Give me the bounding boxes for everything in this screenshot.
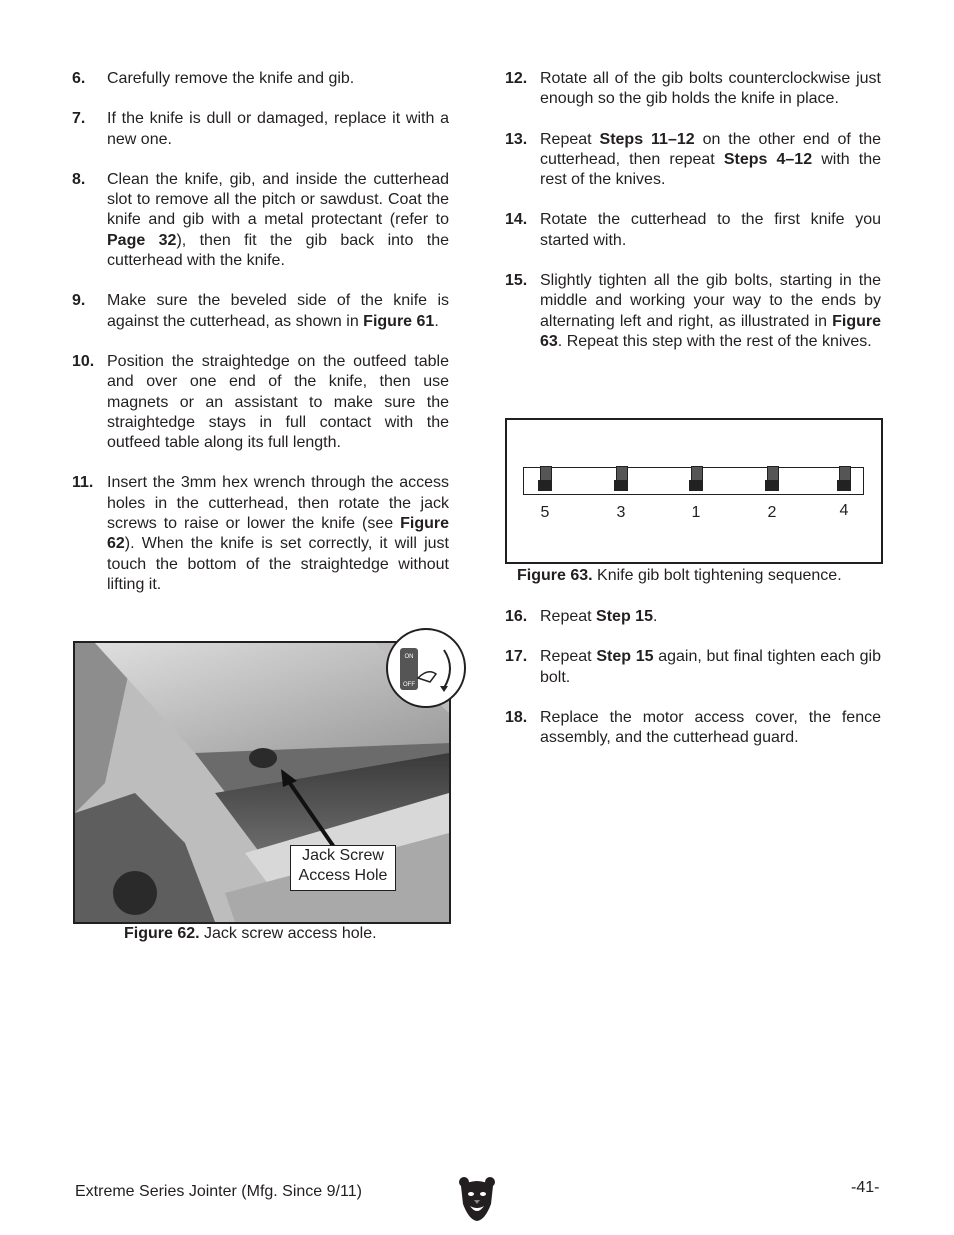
step-text: Replace the motor access cover, the fence assembly, and the cutterhead guard. (540, 708, 881, 747)
switch-on-label: ON (404, 654, 414, 660)
bolt-sequence-number: 1 (691, 504, 701, 521)
step-text: Repeat (540, 648, 597, 666)
step-item (505, 210, 881, 251)
step-number: 8. (72, 170, 86, 188)
left-column (72, 69, 449, 615)
step-reference: Page 32 (107, 231, 177, 249)
step-text: Insert the 3mm hex wrench through the access holes in the cutterhead, then rotate the jack screws to raise or lower the knife (see (107, 474, 449, 533)
step-text: If the knife is dull or damaged, replace it with a new one. (107, 110, 449, 148)
step-item (72, 473, 449, 595)
step-number: 6. (72, 70, 86, 87)
bolt-sequence-number: 4 (839, 502, 849, 519)
callout-line-2: Access Hole (298, 867, 388, 884)
step-text: ). When the knife is set correctly, it will just touch the bottom of the straightedge without lifting it. (107, 535, 449, 593)
step-reference: Steps 11–12 (599, 130, 695, 148)
step-number: 9. (72, 292, 86, 310)
jack-screw-callout (290, 845, 396, 891)
gib-bolt (837, 466, 851, 492)
step-number: 18. (505, 708, 528, 726)
bolt-sequence-number: 5 (540, 504, 550, 521)
step-text: . (434, 312, 439, 330)
footer-title: Extreme Series Jointer (Mfg. Since 9/11) (75, 1183, 362, 1200)
bolt-sequence-number: 2 (767, 504, 777, 521)
step-reference: Figure 63 (540, 312, 881, 350)
step-text: Position the straightedge on the outfeed table and over one end of the knife, then use magnets or an assistant to make sure the straightedge stays in full contact with the outfeed table along its full length. (107, 352, 449, 452)
step-item (72, 170, 449, 271)
step-text: ), then fit the gib back into the cutterhead with the knife. (107, 231, 450, 270)
gib-bolt (614, 466, 628, 492)
bolt-sequence-number: 3 (616, 504, 626, 521)
step-number: 12. (505, 70, 528, 87)
step-number: 17. (505, 648, 528, 666)
step-reference: Figure 62 (107, 515, 449, 553)
gib-bolt (689, 466, 703, 492)
step-text: Clean the knife, gib, and inside the cutterhead slot to remove all the pitch or sawdust. Coat the knife and gib with a metal protectant (refer to (107, 170, 449, 229)
step-item (72, 69, 449, 89)
step-text: Repeat (540, 130, 600, 148)
figure-62-caption (124, 924, 377, 944)
step-text: Repeat (540, 608, 597, 625)
step-number: 15. (505, 272, 528, 290)
step-text: Rotate all of the gib bolts counterclockwise just enough so the gib holds the knife in place. (540, 70, 881, 108)
step-text: Make sure the beveled side of the knife is against the cutterhead, as shown in (107, 292, 449, 330)
step-number: 11. (72, 474, 94, 492)
step-number: 10. (72, 352, 95, 370)
step-item (505, 271, 881, 352)
step-number: 7. (72, 110, 86, 128)
switch-off-label: OFF (403, 682, 415, 688)
step-reference: Step 15 (596, 648, 654, 666)
step-text: . (652, 608, 658, 625)
step-text: with the rest of the knives. (540, 150, 881, 189)
right-column-lower (505, 607, 881, 768)
gib-bolt (538, 466, 552, 492)
figure-63-diagram (505, 418, 883, 564)
figure-63-caption (517, 566, 842, 586)
figure-63-label: Figure 63. (517, 567, 593, 584)
gib-bolt (765, 466, 779, 492)
step-item (72, 352, 449, 453)
figure-62-text: Jack screw access hole. (199, 925, 377, 942)
step-item (72, 291, 449, 332)
step-item (505, 130, 881, 191)
step-reference: Steps 4–12 (723, 150, 813, 168)
step-text: Rotate the cutterhead to the first knife you started with. (540, 211, 881, 249)
step-reference: Figure 61 (363, 312, 435, 330)
step-item (505, 607, 881, 627)
step-text: Carefully remove the knife and gib. (107, 70, 355, 87)
step-item (505, 708, 881, 749)
page-number: -41- (851, 1179, 880, 1196)
step-reference: Step 15 (596, 608, 653, 625)
callout-line-1: Jack Screw (302, 847, 384, 864)
figure-62-label: Figure 62. (124, 925, 200, 942)
step-number: 13. (505, 130, 528, 148)
step-text: again, but final tighten each gib bolt. (540, 648, 882, 686)
step-item (72, 109, 449, 150)
step-item (505, 69, 881, 110)
step-text: Slightly tighten all the gib bolts, starting in the middle and working your way to the ends by alternating left and right, as illustrated in (540, 272, 881, 330)
figure-63-text: Knife gib bolt tightening sequence. (592, 567, 842, 584)
step-number: 14. (505, 211, 528, 229)
bear-logo-icon (458, 1176, 496, 1222)
power-switch-off-icon (386, 628, 466, 708)
step-text: on the other end of the cutterhead, then repeat (540, 130, 881, 168)
step-text: . Repeat this step with the rest of the knives. (557, 332, 872, 350)
step-item (505, 647, 881, 688)
step-number: 16. (505, 608, 528, 625)
right-column (505, 69, 881, 372)
